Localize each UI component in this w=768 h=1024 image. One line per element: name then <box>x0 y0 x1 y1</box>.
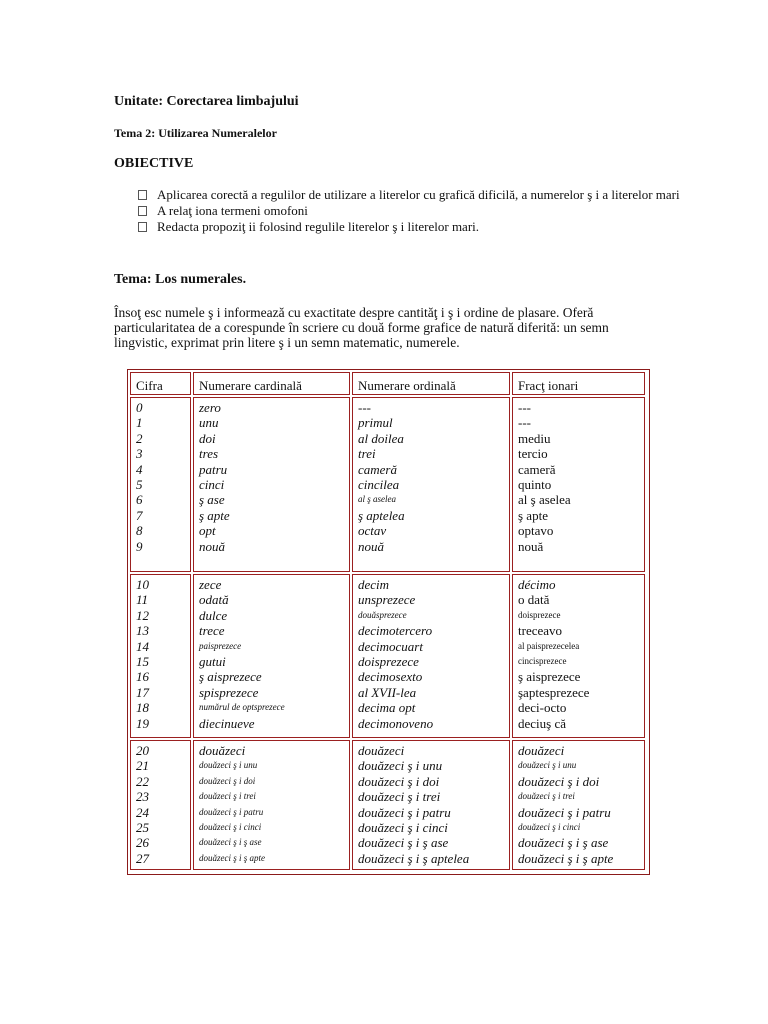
table-cell-ordinal <box>352 740 510 870</box>
table-entry: 1 <box>136 415 143 431</box>
table-entry: 25 <box>136 819 149 835</box>
table-cell-ordinal <box>352 574 510 738</box>
table-entry: --- <box>518 400 531 415</box>
table-entry: douăzeci ş i ş apte <box>199 852 265 863</box>
table-entry: odată <box>199 592 229 608</box>
table-entry: douăzeci ş i doi <box>518 773 600 789</box>
table-entry: 13 <box>136 623 149 639</box>
table-entry: o dată <box>518 592 550 608</box>
table-entry: 6 <box>136 492 143 508</box>
table-cell-ordinal <box>352 397 510 572</box>
table-entry: douăzeci ş i patru <box>358 804 451 820</box>
table-entry: decimocuart <box>358 638 423 654</box>
header-label: Numerare cardinală <box>199 378 302 393</box>
table-entry: 21 <box>136 758 149 774</box>
table-entry: deciuş că <box>518 715 567 731</box>
table-entry: --- <box>358 400 371 415</box>
numerals-grid <box>130 372 647 872</box>
table-entry: cameră <box>518 461 556 477</box>
table-entry: douăzeci <box>358 743 405 758</box>
table-entry: douăzeci ş i doi <box>199 775 256 786</box>
table-entry: 0 <box>136 400 143 415</box>
table-cell-cardinal <box>193 740 350 870</box>
table-entry: douăzeci ş i patru <box>199 806 264 817</box>
table-entry: douăzeci ş i doi <box>358 773 440 789</box>
table-cell-digits <box>130 740 191 870</box>
table-entry: al doilea <box>358 430 404 446</box>
table-entry: ş aptelea <box>358 507 405 523</box>
table-entry: 27 <box>136 850 149 866</box>
objective-item: Redacta propoziţ ii folosind regulile literelor ş i literelor mari. <box>138 219 680 235</box>
checkbox-icon <box>138 206 147 216</box>
table-entry: décimo <box>518 577 556 592</box>
table-entry: quinto <box>518 476 552 492</box>
table-entry: douăzeci ş i ş ase <box>358 835 449 851</box>
table-cell-digits <box>130 397 191 572</box>
table-entry: 4 <box>136 461 143 477</box>
table-entry: tercio <box>518 446 548 462</box>
table-entry: 2 <box>136 430 143 446</box>
table-entry: 24 <box>136 804 149 820</box>
table-entry: douăzeci <box>199 743 246 758</box>
table-entry: douăzeci ş i trei <box>199 791 256 802</box>
table-entry: decimosexto <box>358 669 423 685</box>
table-entry: al ş aselea <box>358 494 396 505</box>
table-entry: cameră <box>358 461 397 477</box>
table-cell-cardinal <box>193 397 350 572</box>
table-header-cell <box>193 372 350 395</box>
header-label: Cifra <box>136 378 163 393</box>
objective-item: A relaţ iona termeni omofoni <box>138 203 680 219</box>
table-entry: douăzeci ş i ş apte <box>518 850 614 866</box>
table-entry: decima opt <box>358 700 416 716</box>
table-entry: ş aisprezece <box>518 669 581 685</box>
table-entry: zero <box>199 400 221 415</box>
header-label: Numerare ordinală <box>358 378 456 393</box>
table-entry: cinci <box>199 476 225 492</box>
table-header-cell <box>352 372 510 395</box>
table-entry: 9 <box>136 538 143 554</box>
table-entry: ş aisprezece <box>199 669 262 685</box>
table-cell-fractional <box>512 740 645 870</box>
checkbox-icon <box>138 222 147 232</box>
table-entry: douăzeci ş i ş aptelea <box>358 850 470 866</box>
table-entry: al ş aselea <box>518 492 571 508</box>
table-entry: 18 <box>136 700 149 716</box>
table-entry: tres <box>199 446 219 462</box>
table-entry: 15 <box>136 653 149 669</box>
table-entry: decim <box>358 577 390 592</box>
table-entry: douăzeci ş i trei <box>358 789 441 805</box>
table-entry: 20 <box>136 743 149 758</box>
table-entry: trece <box>199 623 225 639</box>
numerals-table <box>127 369 650 875</box>
table-entry: unsprezece <box>358 592 416 608</box>
table-entry: 3 <box>136 446 143 462</box>
table-entry: 16 <box>136 669 149 685</box>
table-entry: 14 <box>136 638 149 654</box>
table-cell-fractional <box>512 397 645 572</box>
table-entry: douăzeci ş i unu <box>199 760 258 771</box>
objective-item: Aplicarea corectă a regulilor de utilizare a literelor cu grafică dificilă, a numerelor ş i a literelor mari <box>138 187 680 203</box>
table-entry: optavo <box>518 523 554 539</box>
table-cell-cardinal <box>193 574 350 738</box>
table-entry: şaptesprezece <box>518 684 590 700</box>
table-entry: ş apte <box>518 507 548 523</box>
table-entry: nouă <box>518 538 544 554</box>
table-entry: ş apte <box>199 507 230 523</box>
table-entry: douăzeci ş i unu <box>358 758 443 774</box>
table-entry: doi <box>199 430 216 446</box>
table-entry: decimonoveno <box>358 715 434 731</box>
table-entry: 22 <box>136 773 149 789</box>
table-header-cell <box>512 372 645 395</box>
table-entry: 19 <box>136 715 149 731</box>
intro-paragraph: Însoţ esc numele ş i informează cu exactitate despre cantităţ i ş i ordine de plasare. Oferă particularitatea de a corespunde în scriere cu două forme grafice de natură diferită: un semn lingvistic, exprimat prin litere ş i un semn matematic, numerele. <box>114 305 609 350</box>
objectives-heading: OBIECTIVE <box>114 156 194 171</box>
table-entry: 23 <box>136 789 149 805</box>
table-entry: ş ase <box>199 492 225 508</box>
table-entry: decimotercero <box>358 623 433 639</box>
table-entry: 12 <box>136 607 149 623</box>
table-entry: mediu <box>518 430 551 446</box>
table-entry: douăzeci ş i ş ase <box>199 837 262 848</box>
table-entry: 8 <box>136 523 143 539</box>
table-entry: douăzeci <box>518 743 565 758</box>
table-cell-digits <box>130 574 191 738</box>
table-entry: unu <box>199 415 219 431</box>
table-entry: dulce <box>199 607 228 623</box>
table-cell-fractional <box>512 574 645 738</box>
table-entry: doisprezece <box>358 653 419 669</box>
checkbox-icon <box>138 190 147 200</box>
table-entry: spisprezece <box>199 684 259 700</box>
table-entry: douăzeci ş i patru <box>518 804 611 820</box>
table-entry: 7 <box>136 507 143 523</box>
table-entry: douăzeci ş i cinci <box>518 821 581 832</box>
table-entry: --- <box>518 415 531 431</box>
table-entry: zece <box>199 577 222 592</box>
table-entry: douăzeci ş i cinci <box>358 819 448 835</box>
table-entry: paisprezece <box>199 640 242 651</box>
theme-subtitle: Tema 2: Utilizarea Numeralelor <box>114 126 277 140</box>
table-entry: nouă <box>358 538 384 554</box>
table-entry: douăzeci ş i ş ase <box>518 835 609 851</box>
table-entry: 5 <box>136 476 143 492</box>
table-entry: numărul de optsprezece <box>199 702 285 713</box>
table-entry: al paisprezecelea <box>518 640 580 651</box>
table-entry: primul <box>358 415 393 431</box>
table-entry: gutui <box>199 653 226 669</box>
table-entry: patru <box>199 461 228 477</box>
table-entry: octav <box>358 523 387 539</box>
table-entry: douăzeci ş i trei <box>518 791 575 802</box>
table-entry: diecinueve <box>199 715 255 731</box>
unit-title: Unitate: Corectarea limbajului <box>114 94 299 109</box>
table-entry: 17 <box>136 684 149 700</box>
table-entry: douăsprezece <box>358 609 407 620</box>
header-label: Fracţ ionari <box>518 378 579 393</box>
table-header-cell <box>130 372 191 395</box>
table-entry: 26 <box>136 835 149 851</box>
table-entry: doisprezece <box>518 609 561 620</box>
table-entry: cincilea <box>358 476 400 492</box>
table-entry: 10 <box>136 577 149 592</box>
table-entry: 11 <box>136 592 149 608</box>
table-entry: treceavo <box>518 623 563 639</box>
table-entry: cincisprezece <box>518 655 567 666</box>
table-entry: opt <box>199 523 216 539</box>
table-entry: trei <box>358 446 376 462</box>
table-entry: al XVII-lea <box>358 684 417 700</box>
table-entry: douăzeci ş i unu <box>518 760 577 771</box>
topic-title: Tema: Los numerales. <box>114 272 247 287</box>
table-entry: douăzeci ş i cinci <box>199 821 262 832</box>
table-entry: deci-octo <box>518 700 567 716</box>
objectives-list <box>138 187 680 235</box>
table-entry: nouă <box>199 538 225 554</box>
